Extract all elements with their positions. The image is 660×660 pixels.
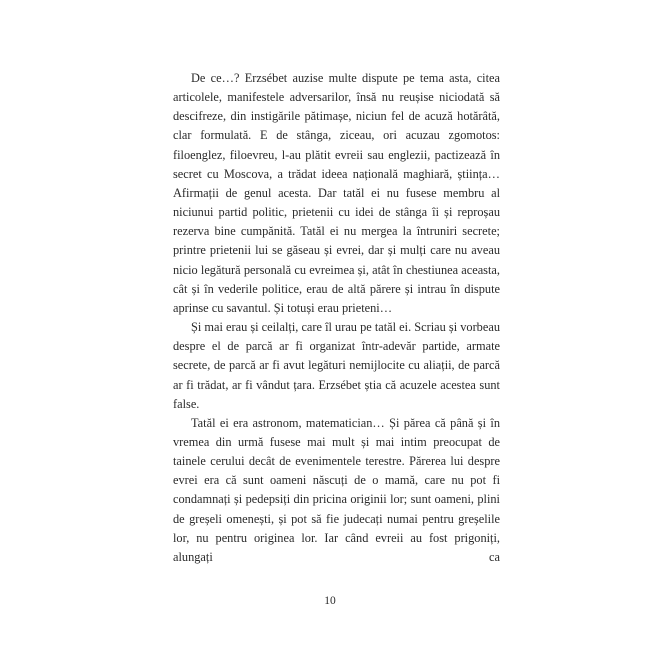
page-number: 10	[324, 595, 336, 607]
paragraph: Tatăl ei era astronom, matematician… Și părea că până și în vremea din urmă fusese mai mult și mai intim preocupat de tainele cerului decât de evenimentele terestre. Părerea lui despre evrei era că sunt oameni născuți de o mamă, care nu pot fi condamnați și pedepsiți din pricina originii lor; sunt oameni, plini de greșeli omenești, și pot să fie judecați numai pentru greșelile lor, nu pentru originea lor. Iar când evreii au fost prigoniți, alungați ca	[173, 415, 500, 564]
paragraph: De ce…? Erzsébet auzise multe dispute pe tema asta, citea articolele, manifestele adversarilor, însă nu reușise niciodată să descifreze, din instigările pătimașe, niciun fel de acuză hotărâtă, clar formulată. E de stânga, ziceau, ori acuzau zgomotos: filoenglez, filoevreu, l-au plătit evreii sau englezii, pactizează în secret cu Moscova, a trădat ideea națională maghiară, știința… Afirmații de genul acesta. Dar tatăl ei nu fusese membru al niciunui partid politic, prietenii cu idei de stânga îi și reproșau rezerva bine cumpănită. Tatăl ei nu mergea la întruniri secrete; printre prietenii lui se găseau și evrei, dar și mulți care nu aveau nicio legătură personală cu evreimea și, atât în chestiunea aceasta, cât și în vederile politice, erau de altă părere și intrau în dispute aprinse cu savantul. Și totuși erau prieteni…	[173, 71, 500, 315]
paragraph: Și mai erau și ceilalți, care îl urau pe tatăl ei. Scriau și vorbeau despre el de parcă ar fi organizat într-adevăr partide, armate secrete, de parcă ar fi avut legături nemijlocite cu aliații, de parcă ar fi trădat, ar fi vândut țara. Erzsébet știa că acuzele acestea sunt false.	[173, 320, 500, 411]
page-body-text	[173, 69, 500, 567]
